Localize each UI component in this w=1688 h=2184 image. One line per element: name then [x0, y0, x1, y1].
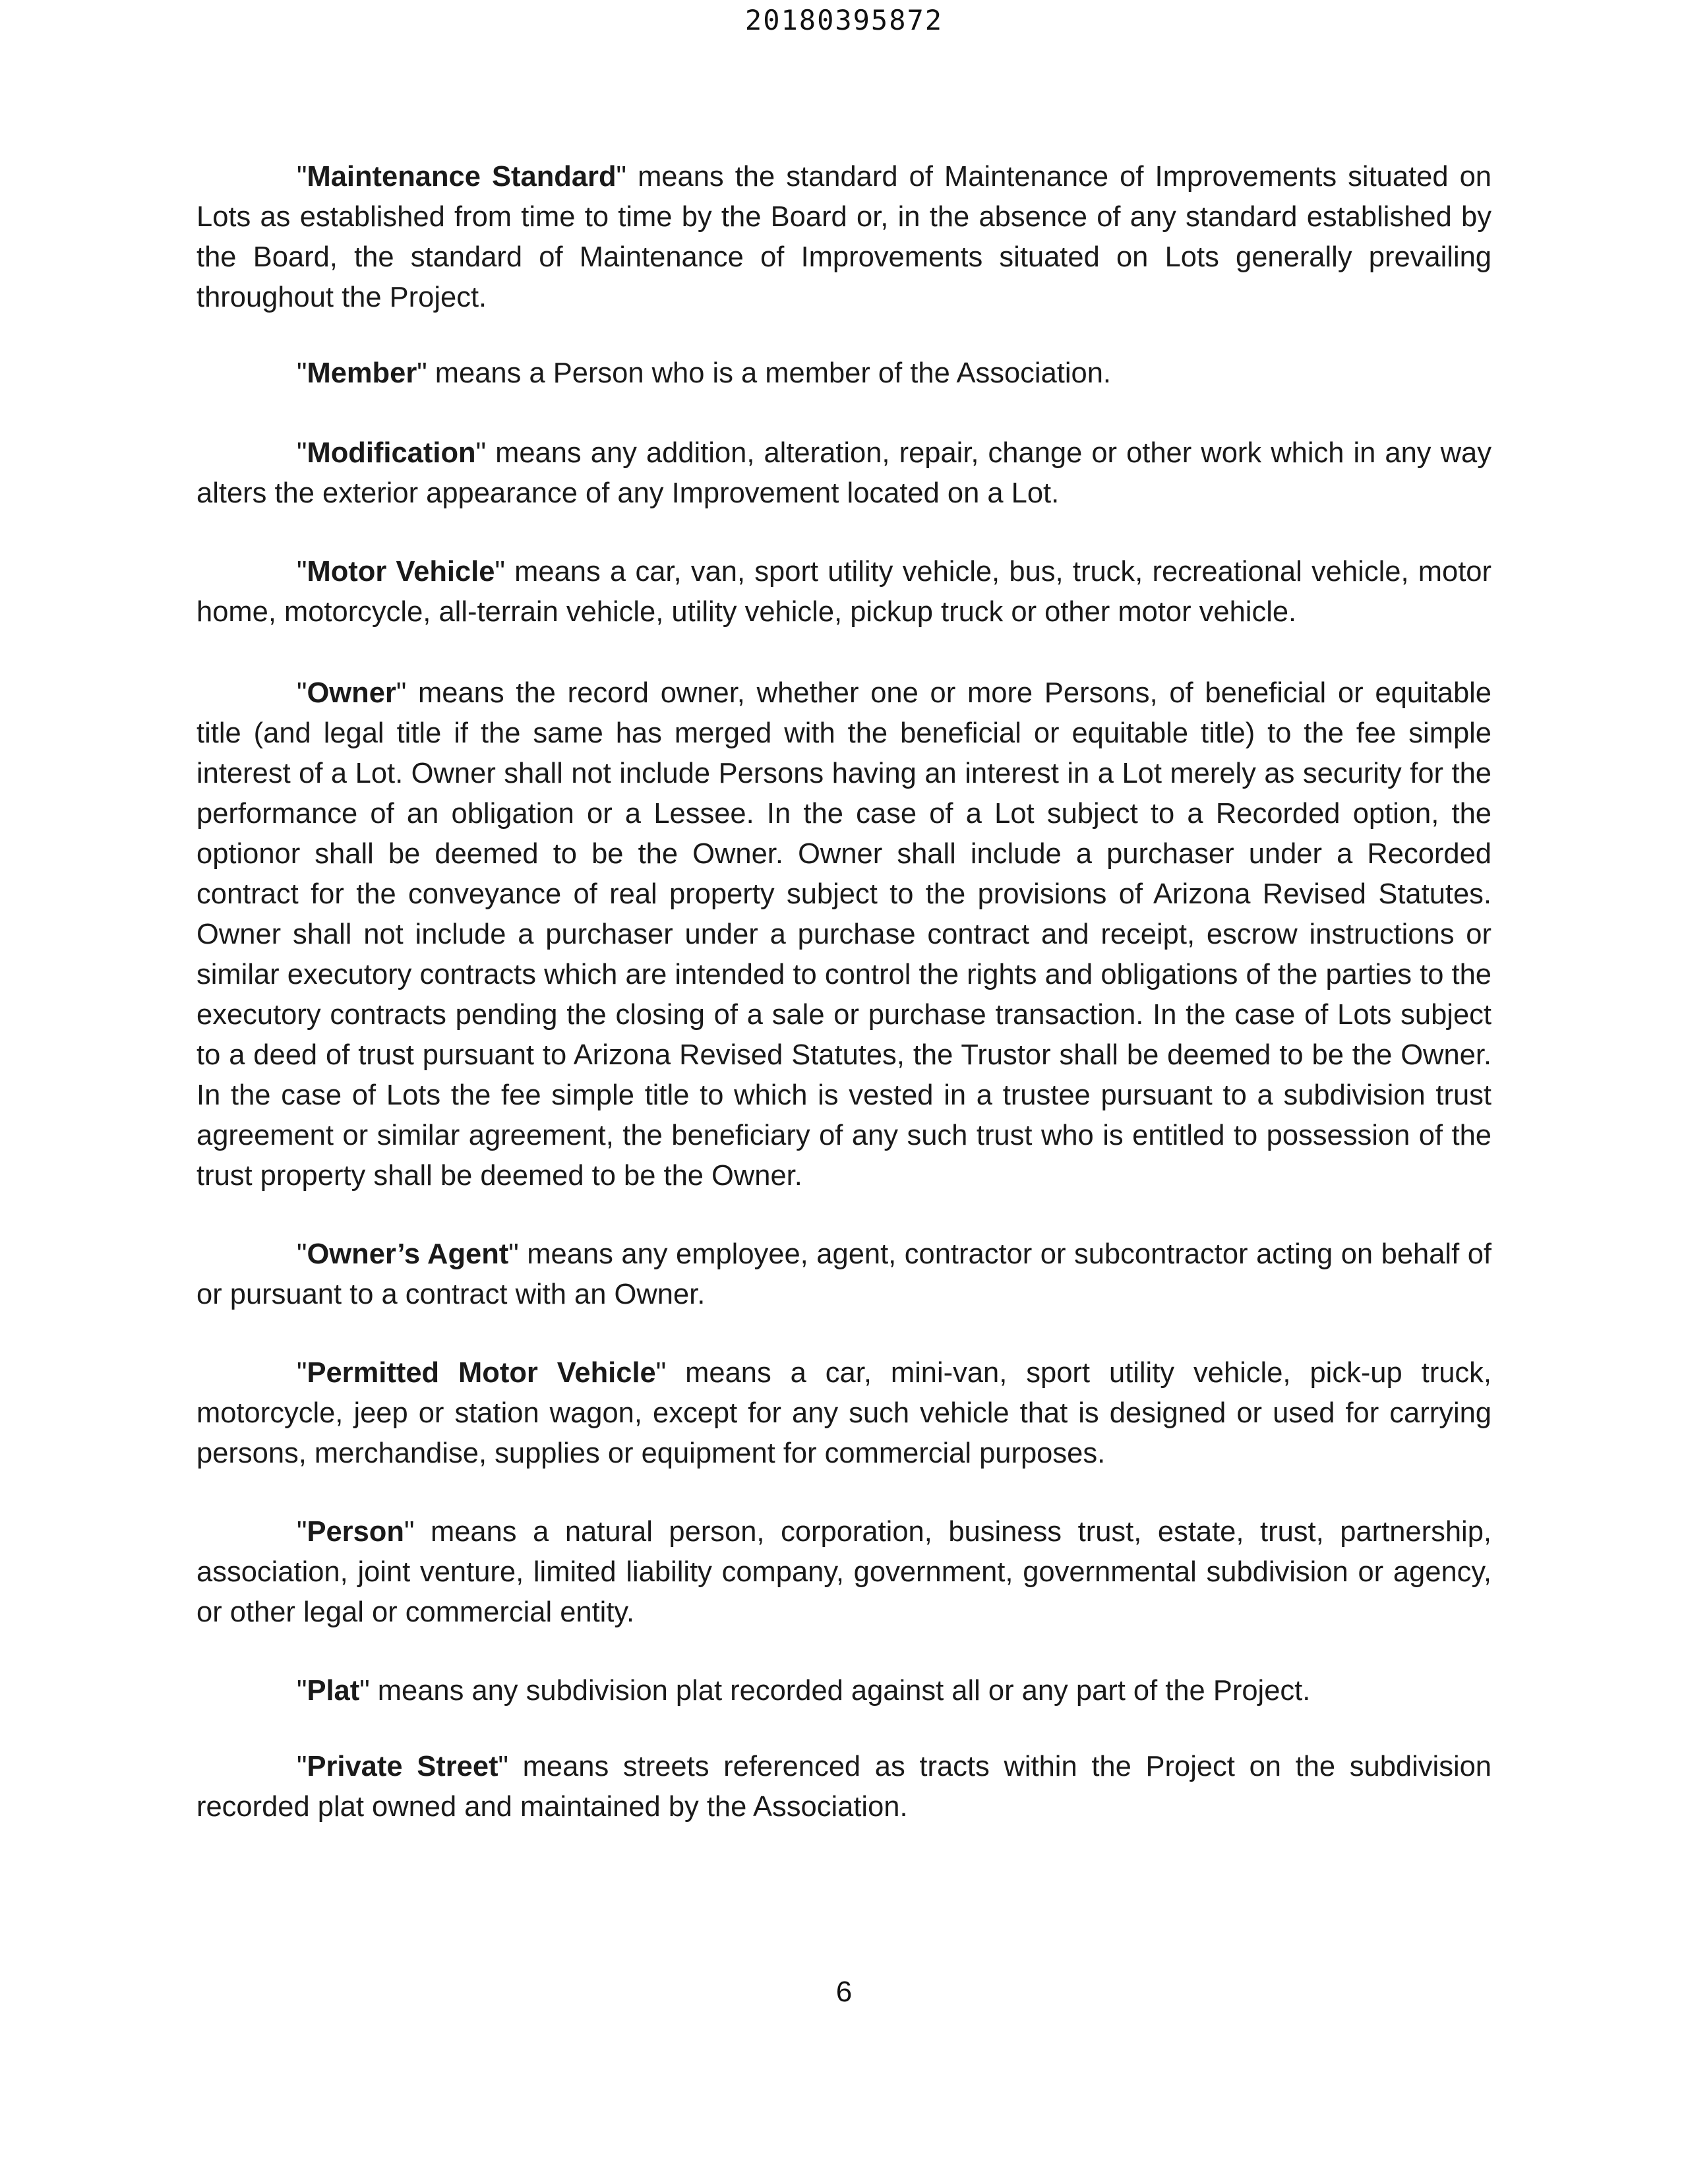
open-quote: "	[297, 677, 307, 709]
definition-text: means a Person who is a member of the Association.	[427, 357, 1111, 389]
open-quote: "	[297, 1357, 307, 1389]
definition-paragraph	[196, 1671, 1492, 1711]
close-quote: "	[359, 1675, 370, 1707]
close-quote: "	[655, 1357, 667, 1389]
definition-text: means any addition, alteration, repair, change or other work which in any way alters the exterior appearance of any Improvement located on a Lot.	[196, 437, 1492, 509]
definition-paragraph	[196, 552, 1492, 632]
definition-paragraph	[196, 433, 1492, 514]
close-quote: "	[495, 556, 505, 588]
open-quote: "	[297, 1516, 307, 1548]
defined-term: Permitted Motor Vehicle	[307, 1357, 656, 1389]
close-quote: "	[508, 1238, 519, 1270]
defined-term: Owner	[307, 677, 396, 709]
open-quote: "	[297, 1238, 307, 1270]
open-quote: "	[297, 437, 307, 469]
definition-text: means a car, van, sport utility vehicle, bus, truck, recreational vehicle, motor home, motorcycle, all-terrain vehicle, utility vehicle, pickup truck or other motor vehicle.	[196, 556, 1492, 628]
open-quote: "	[297, 357, 307, 389]
definition-paragraph	[196, 1353, 1492, 1474]
document-number: 20180395872	[744, 4, 944, 36]
defined-term: Owner’s Agent	[307, 1238, 509, 1270]
close-quote: "	[417, 357, 427, 389]
open-quote: "	[297, 1751, 307, 1782]
page-number: 6	[835, 1976, 853, 2008]
definition-text: means the standard of Maintenance of Improvements situated on Lots as established from time to time by the Board or, in the absence of any standard established by the Board, the standard of Maintenance of Improvements situated on Lots generally prevailing throughout the Project.	[196, 161, 1492, 313]
close-quote: "	[498, 1751, 508, 1782]
defined-term: Member	[307, 357, 417, 389]
definition-paragraph	[196, 353, 1492, 394]
definition-text: means a natural person, corporation, business trust, estate, trust, partnership, association, joint venture, limited liability company, government, governmental subdivision or agency, or other legal or commercial entity.	[196, 1516, 1492, 1628]
close-quote: "	[475, 437, 487, 469]
defined-term: Plat	[307, 1675, 360, 1707]
defined-term: Modification	[307, 437, 476, 469]
open-quote: "	[297, 556, 307, 588]
close-quote: "	[616, 161, 626, 193]
definition-text: means a car, mini-van, sport utility vehicle, pick-up truck, motorcycle, jeep or station wagon, except for any such vehicle that is designed or used for carrying persons, merchandise, supplies or equipment for commercial purposes.	[196, 1357, 1492, 1469]
definition-text: means any subdivision plat recorded against all or any part of the Project.	[369, 1675, 1311, 1707]
close-quote: "	[396, 677, 407, 709]
definition-text: means any employee, agent, contractor or subcontractor acting on behalf of or pursuant to a contract with an Owner.	[196, 1238, 1492, 1310]
close-quote: "	[404, 1516, 415, 1548]
definition-paragraph	[196, 1512, 1492, 1633]
definition-paragraph	[196, 1747, 1492, 1827]
definition-paragraph	[196, 1234, 1492, 1315]
definition-text: means streets referenced as tracts within the Project on the subdivision recorded plat owned and maintained by the Association.	[196, 1751, 1492, 1823]
defined-term: Motor Vehicle	[307, 556, 495, 588]
defined-term: Person	[307, 1516, 404, 1548]
defined-term: Private Street	[307, 1751, 498, 1782]
definition-paragraph	[196, 157, 1492, 318]
defined-term: Maintenance Standard	[307, 161, 617, 193]
open-quote: "	[297, 161, 307, 193]
definitions-list	[196, 157, 1492, 1827]
definition-text: means the record owner, whether one or more Persons, of beneficial or equitable title (and legal title if the same has merged with the beneficial or equitable title) to the fee simple interest of a Lot. Owner shall not include Persons having an interest in a Lot merely as security for the performance of an obligation or a Lessee. In the case of a Lot subject to a Recorded option, the optionor shall be deemed to be the Owner. Owner shall include a purchaser under a Recorded contract for the conveyance of real property subject to the provisions of Arizona Revised Statutes. Owner shall not include a purchaser under a purchase contract and receipt, escrow instructions or similar executory contracts which are intended to control the rights and obligations of the parties to the executory contracts pending the closing of a sale or purchase transaction. In the case of Lots subject to a deed of trust pursuant to Arizona Revised Statutes, the Trustor shall be deemed to be the Owner. In the case of Lots the fee simple title to which is vested in a trustee pursuant to a subdivision trust agreement or similar agreement, the beneficiary of any such trust who is entitled to possession of the trust property shall be deemed to be the Owner.	[196, 677, 1492, 1192]
open-quote: "	[297, 1675, 307, 1707]
definition-paragraph	[196, 673, 1492, 1196]
